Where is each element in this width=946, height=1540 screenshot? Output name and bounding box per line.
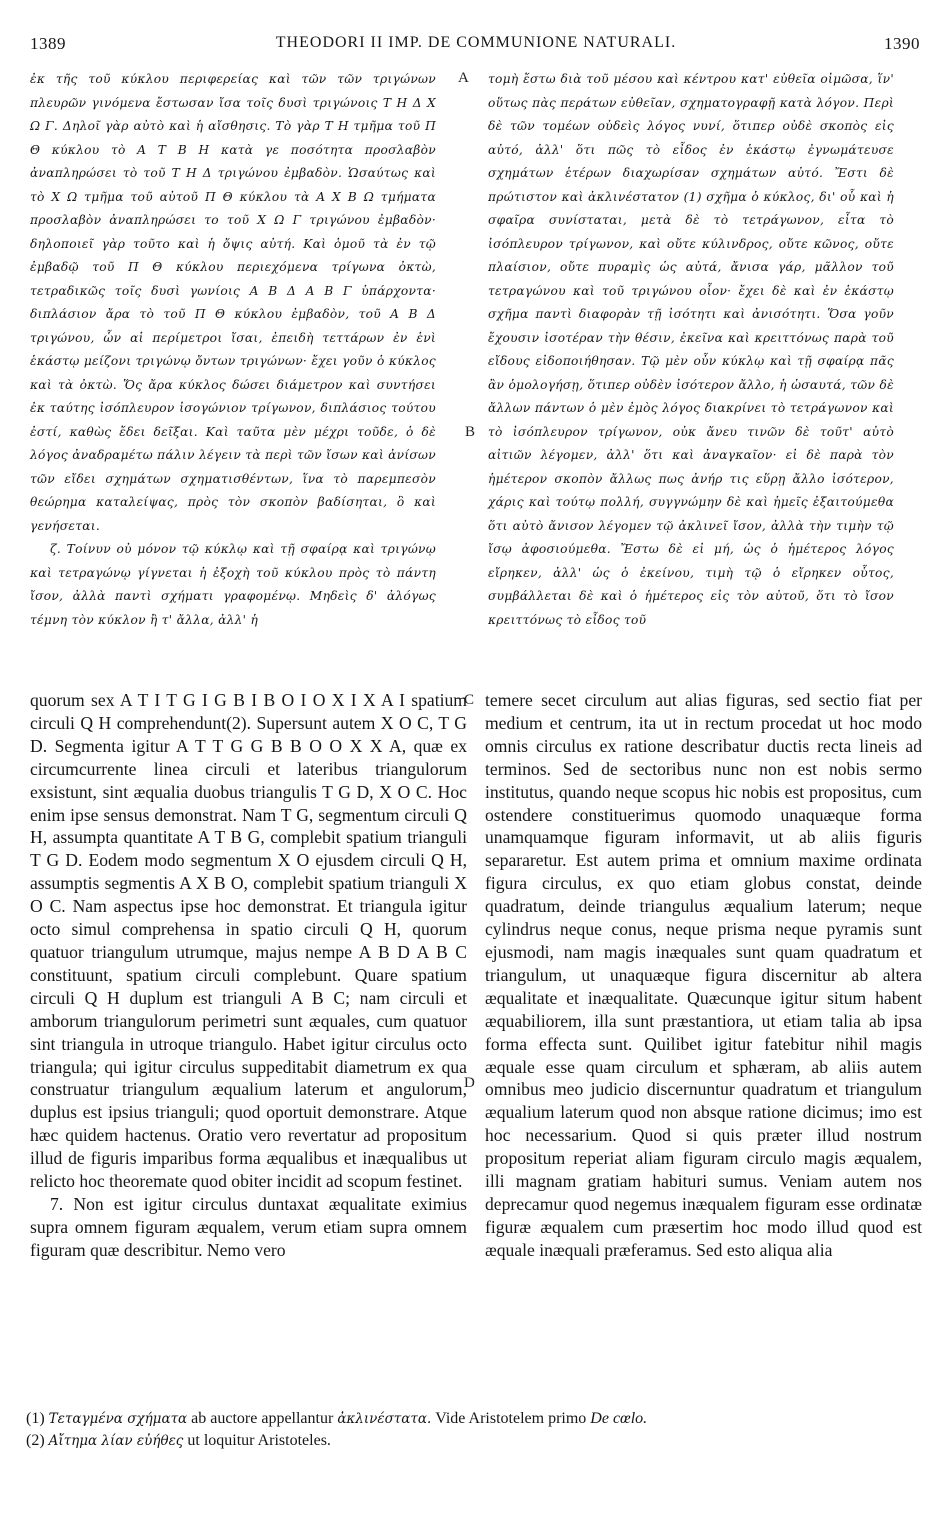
latin-paragraph: quorum sex A T I T G I G B I B O I O X I X A I spatium circuli Q H comprehendunt(2). Supersunt autem X O C, T G D. Segmenta igitur A T T G G B B O O X X A, quæ ex circumcurrente linea circuli et lateribus triangulorum exsistunt, sint æqualia duobus triangulis T G D, X O C. Hoc enim ipse sensus demonstrat. Nam T G, segmentum circuli Q H, assumpta quantitate A T B G, complebit spatium trianguli T G D. Eodem modo segmentum X O ejusdem circuli Q H, assumptis segmentis A X B O, complebit spatium trianguli X O C. Nam aspectus ipse hoc demonstrat. Et triangula igitur octo simul comprehensa in spatio circuli Q H, quorum quatuor triangulum utrumque, majus nempe A B D A B C constituunt, spatium circuli complebunt. Quare spatium circuli Q H duplum est trianguli A B C; nam circuli et amborum triangulorum perimetri sunt æquales, cum quatuor sint triangula in utroque triangulo. Habet igitur circulus octo triangula; qui igitur circulus suppeditabit diametrum ex qua construatur triangulum æqualium laterum et angulorum, duplus est ipsius trianguli; quod oportuit demonstrare. Atque hæc quidem hactenus. Oratio vero revertatur ad propositum illud de figuris imparibus forma æqualibus et inæqualibus ut relicto hoc theoremate quod obiter incidit ad scopum festinet. (30, 690, 467, 1192)
footnote-number: (1) (26, 1410, 45, 1427)
footnote-number: (2) (26, 1432, 45, 1449)
running-title: THEODORI II IMP. DE COMMUNIONE NATURALI. (275, 34, 677, 51)
greek-column-left (30, 68, 436, 632)
greek-paragraph: ἐκ τῆς τοῦ κύκλου περιφερείας καὶ τῶν τῶν τριγώνων πλευρῶν γινόμενα ἔστωσαν ἴσα τοῖς δυσὶ τριγώνοις Τ Η Δ Χ Ω Γ. Δηλοῖ γὰρ αὐτὸ καὶ ἡ αἴσθησις. Τὸ γὰρ Τ Η τμῆμα τοῦ Π Θ κύκλου τὸ Α Τ Β Η κατὰ γε ποσότητα προσλαβὸν ἀναπληρώσει τὸ τοῦ Τ Η Δ τριγώνου ἐμβαδὸν. Ὡσαύτως καὶ τὸ Χ Ω τμῆμα τοῦ αὐτοῦ Π Θ κύκλου τὰ Α Χ Β Ω τμήματα προσλαβὸν ἀναπληρώσει το τοῦ Χ Ω Γ τριγώνου ἐμβαδὸν· δηλοποιεῖ γὰρ τοῦτο καὶ ἡ ὄψις αὐτή. Καὶ ὁμοῦ τὰ ἐν τῷ ἐμβαδῷ τοῦ Π Θ κύκλου περιεχόμενα τρίγωνα ὀκτὼ, τετραδικῶς τοῖς δυσὶ γωνίοις Α Β Δ Α Β Γ ὑπάρχοντα· διπλάσιον ἄρα τὸ τοῦ Π Θ κύκλου ἐμβαδὸν, τοῦ Α Β Δ τριγώνου, ὧν αἱ περίμετροι ἴσαι, ἐπειδὴ τεττάρων ἐν ἑνὶ ἑκάστῳ μείζονι τριγώνῳ ὄντων τριγώνων· ἔχει γοῦν ὁ κύκλος καὶ τὰ ὀκτὼ. Ὅς ἄρα κύκλος δώσει διάμετρον καὶ συντήσει ἐκ ταύτης ἰσόπλευρον ἰσογώνιον τρίγωνον, διπλάσιος τούτου ἐστί, καθὼς ἔδει δεῖξαι. Καὶ ταῦτα μὲν μέχρι τοῦδε, ὁ δὲ λόγος ἀναδραμέτω πάλιν λέγειν τὰ περὶ τῶν ἴσων καὶ ἀνίσων τῶν εἴδει σχημάτων σχηματισθέντων, ἵνα τὸ παρεμπεσὸν θεώρημα καταλείψας, πρὸς τὸν σκοπὸν βαδίσηται, ὃ καὶ γενήσεται. (30, 72, 436, 533)
footnote-2 (26, 1430, 926, 1452)
margin-marker-a: A (458, 70, 469, 86)
greek-column-right (488, 68, 894, 632)
footnote-text: ut loquitur Aristoteles. (187, 1432, 331, 1449)
footnote-greek: ἀκλινέστατα. (337, 1411, 432, 1427)
latin-paragraph: temere secet circulum aut alias figuras, sed sectio fiat per medium et centrum, ita ut in rectum procedat ut hoc modo omnis circulus ex ratione describatur ductis recta lineis ad terminos. Sed de sectoribus nunc non est nobis sermo institutus, quando neque scopus hic nobis est propositus, cum ostendere constituerimus quomodo unaquæque forma unamquamque figuram informavit, ut ab aliis figuris separaretur. Est autem prima et omnium maxime ordinata figura circulus, ex quo etiam globus constat, deinde quadratum, deinde triangulus æqualium laterum; neque cylindrus neque conus, neque prisma neque pyramis sunt ejusmodi, nam magis inæquales sunt quam quadratum et triangulum, ut unaquæque figura discernitur ab altera æqualitate et inæqualitate. Quæcunque igitur situm habent æquabiliorem, illa sunt præstantiora, ut etiam talia ab ipsa forma effecta sunt. Quilibet igitur fatebitur nihil magis æquale esse quam circulum et sphæram, ab aliis autem omnibus meo judicio discernuntur quadratum et triangulum æqualium laterum quod non absque ratione dicimus; imo est hoc necessarium. Quod si quis præter illud nostrum propositum reperiat aliam figuram circulo magis æqualem, illi magnam gratiam habituri sumus. Veniam autem nos deprecamur quod negemus inæqualem figuram esse ordinatæ figuræ æqualem cum præsertim hoc modo illud quod est æquale inæquali præferamus. Sed esto aliqua alia (485, 690, 922, 1260)
latin-column-left (30, 689, 467, 1262)
margin-marker-b: B (465, 424, 476, 440)
greek-paragraph: ζ. Τοίνυν οὐ μόνον τῷ κύκλῳ καὶ τῇ σφαίρᾳ καὶ τριγώνῳ καὶ τετραγώνῳ γίγνεται ἡ ἐξοχὴ τοῦ κύκλου πρὸς τὸ πάντη ἴσον, ἀλλὰ παντὶ σχήματι γραφομένῳ. Μηδεὶς δ' ἀλόγως τέμνη τὸν κύκλον ἢ τ' ἄλλα, ἀλλ' ἡ (30, 542, 436, 627)
footnote-text: Vide Aristotelem primo (435, 1410, 587, 1427)
footnote-1 (26, 1408, 926, 1430)
footnotes (26, 1408, 926, 1452)
page-header (28, 34, 924, 56)
footnote-greek: Αἴτημα λίαν εὐήθες (48, 1433, 184, 1449)
footnote-text: ab auctore appellantur (191, 1410, 334, 1427)
greek-paragraph: τομὴ ἔστω διὰ τοῦ μέσου καὶ κέντρου κατ' εὐθεῖα οἰμῶσα, ἵν' οὕτως πὰς περάτων εὐθεῖαν, σχηματογραφῇ κατὰ λόγον. Περὶ δὲ τῶν τομέων οὐδεὶς λόγος νυνί, ὅτιπερ οὐδὲ σκοπὸς εἰς αὐτό, ἀλλ' ὅτι πῶς τὸ εἶδος ἐν ἑκάστῳ ἐγνωμάτευσε σχημάτων ἑτέρων διαχωρίσαν σχημάτων αὐτό. Ἔστι δὲ πρώτιστον καὶ ἀκλινέστατον (1) σχῆμα ὁ κύκλος, δι' οὗ καὶ ἡ σφαῖρα συνίσταται, μετὰ δὲ τὸ τετράγωνον, εἶτα τὸ ἰσόπλευρον τρίγωνον, καὶ οὔτε κύλινδρος, οὔτε κῶνος, οὔτε πλαίσιον, οὔτε πυραμὶς ὡς αὐτά, ἄνισα γάρ, μᾶλλον τοῦ τετραγώνου καὶ τοῦ τριγώνου οἷον· ἔχει δὲ καὶ ἐν ἑκάστῳ σχῆμα παντὶ διαφορὰν τῇ ἰσότητι καὶ ἀνισότητι. Ὅσα γοῦν ἔχουσιν ἰσοτέραν τὴν θέσιν, ἐκεῖνα καὶ κρειττόνως παρὰ τοῦ εἴδους εἰδοποιήθησαν. Τῷ μὲν οὖν κύκλῳ καὶ τῇ σφαίρᾳ πᾶς ἂν ὁμολογήσῃ, ὅτιπερ οὐδὲν ἰσότερον ἄλλο, ἡ ὡσαυτά, τῶν δὲ ἄλλων πάντων ὁ μὲν ἐμὸς λόγος διακρίνει τὸ τετράγωνον καὶ τὸ ἰσόπλευρον τρίγωνον, οὐκ ἄνευ τινῶν δὲ τοῦτ' αὐτὸ αἰτιῶν λέγομεν, ἀλλ' ὅτι καὶ ἀναγκαῖον· εἰ δὲ παρὰ τὸν ἡμέτερον σκοπὸν ἄλλως πως ἀνήρ τις εὕρῃ ἄλλο ἰσότερον, χάρις καὶ τούτῳ πολλή, συγγνώμην δὲ καὶ ἡμεῖς ἐξαιτούμεθα ὅτι αὐτὸ ἄνισον λέγομεν τῷ ἀκλινεῖ ἴσον, ἀλλὰ τὴν τιμὴν τῷ ἴσῳ ἀφοσιούμεθα. Ἔστω δὲ εἰ μή, ὡς ὁ ἡμέτερος λόγος εἴρηκεν, ἀλλ' ὡς ὁ ἐκείνου, τιμὴ τῷ ὁ εἴρηκεν οὗτος, συμβάλλεται δὲ καὶ ὁ ἡμέτερος εἰς τὸν αὐτοῦ, ὅτι τὸ ἴσον κρειττόνως τὸ εἶδος τοῦ (488, 72, 894, 627)
page-number-left: 1389 (30, 34, 66, 53)
latin-column-right (485, 689, 922, 1262)
latin-paragraph: 7. Non est igitur circulus duntaxat æqualitate eximius supra omnem figuram æqualem, verum etiam supra omnem figuram quæ describitur. Nemo vero (30, 1193, 467, 1260)
margin-marker-c: C (464, 692, 475, 708)
page-number-right: 1390 (884, 34, 920, 53)
footnote-greek: Τεταγμένα σχήματα (48, 1411, 188, 1427)
footnote-title: De cœlo. (590, 1410, 648, 1427)
margin-marker-d: D (464, 1075, 475, 1091)
